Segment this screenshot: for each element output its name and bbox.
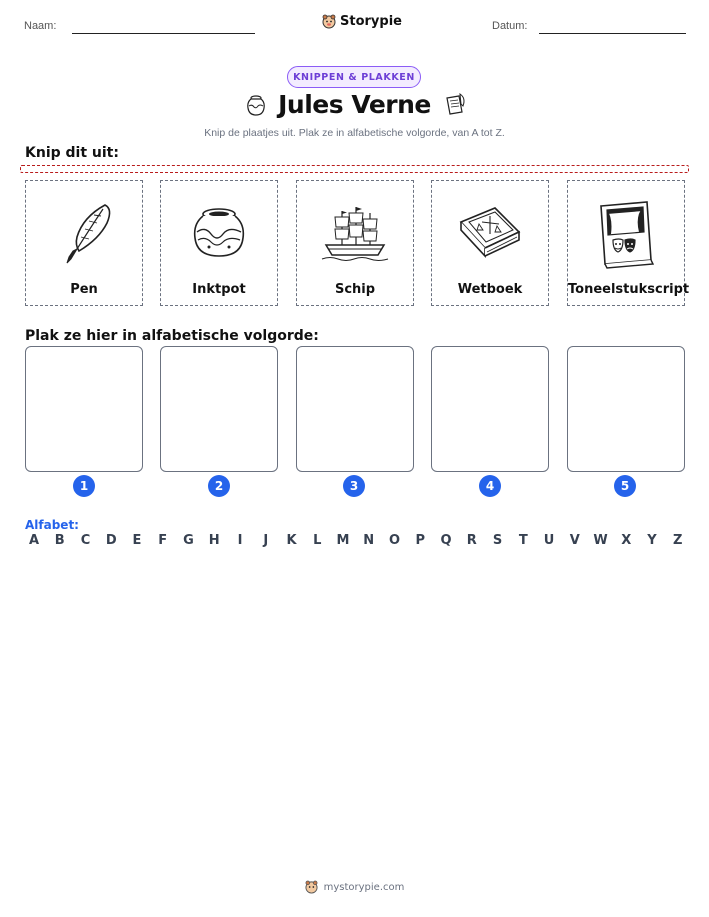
alphabet-letter: O: [388, 533, 401, 548]
paste-heading: Plak ze hier in alfabetische volgorde:: [25, 328, 319, 344]
card-label: Inktpot: [192, 282, 246, 297]
alphabet-letter: K: [286, 533, 297, 548]
slot-number-5: 5: [614, 475, 636, 497]
date-line[interactable]: [539, 33, 686, 34]
alphabet-letter: R: [466, 533, 477, 548]
alphabet-letter: Z: [673, 533, 683, 548]
alphabet-letter: M: [336, 533, 350, 548]
theater-script-icon: [595, 198, 657, 270]
slot-number-2: 2: [208, 475, 230, 497]
alphabet-letter: A: [28, 533, 40, 548]
instructions: Knip de plaatjes uit. Plak ze in alfabetische volgorde, van A tot Z.: [204, 127, 505, 139]
alphabet-letter: P: [415, 533, 426, 548]
law-book-icon: [455, 202, 525, 266]
card-label: Toneelstukscript: [568, 282, 690, 297]
alphabet-letter: D: [105, 533, 117, 548]
alphabet-letter: U: [543, 533, 555, 548]
alphabet-letter: C: [80, 533, 91, 548]
card-inktpot[interactable]: [160, 180, 278, 306]
card-label: Pen: [70, 282, 98, 297]
slot-number-4: 4: [479, 475, 501, 497]
brand-name: Storypie: [340, 14, 402, 29]
storypie-mascot-icon: [322, 14, 336, 29]
alphabet-letter: F: [158, 533, 168, 548]
alphabet-label: Alfabet:: [25, 518, 79, 532]
page-title: Jules Verne: [278, 90, 431, 119]
storypie-mascot-icon: [305, 880, 318, 894]
inkpot-icon: [187, 202, 251, 266]
alphabet-letter: S: [492, 533, 503, 548]
footer: [0, 880, 709, 894]
card-label: Wetboek: [457, 282, 523, 297]
card-toneelstukscript[interactable]: [567, 180, 690, 306]
alphabet-letter: B: [54, 533, 65, 548]
slot-number-1: 1: [73, 475, 95, 497]
paste-slot-4[interactable]: [431, 346, 549, 472]
activity-badge: KNIPPEN & PLAKKEN: [287, 66, 421, 88]
footer-site[interactable]: mystorypie.com: [323, 881, 405, 893]
name-label: Naam:: [24, 20, 57, 32]
card-label: Schip: [334, 282, 376, 297]
name-line[interactable]: [72, 33, 255, 34]
cut-line: [20, 165, 689, 173]
alphabet-letter: G: [183, 533, 194, 548]
alphabet-letter: V: [569, 533, 580, 548]
alphabet-letter: Y: [647, 533, 657, 548]
alphabet-letter: T: [518, 533, 528, 548]
alphabet-letter: N: [363, 533, 375, 548]
alphabet-row: [26, 533, 686, 551]
alphabet-letter: L: [313, 533, 322, 548]
quill-pen-icon: [49, 199, 119, 269]
alphabet-letter: Q: [440, 533, 452, 548]
alphabet-letter: J: [263, 533, 269, 548]
card-pen[interactable]: [25, 180, 143, 306]
paste-slot-1[interactable]: [25, 346, 143, 472]
cut-heading: Knip dit uit:: [25, 145, 119, 161]
alphabet-letter: H: [208, 533, 220, 548]
paste-slot-2[interactable]: [160, 346, 278, 472]
paste-slot-5[interactable]: [567, 346, 685, 472]
alphabet-letter: X: [621, 533, 632, 548]
ship-icon: [320, 199, 390, 269]
alphabet-letter: E: [132, 533, 142, 548]
scroll-quill-icon: [442, 92, 468, 118]
alphabet-letter: I: [237, 533, 243, 548]
alphabet-letter: W: [593, 533, 608, 548]
card-schip[interactable]: [296, 180, 414, 306]
paste-slot-3[interactable]: [296, 346, 414, 472]
date-label: Datum:: [492, 20, 528, 32]
slot-number-3: 3: [343, 475, 365, 497]
card-wetboek[interactable]: [431, 180, 549, 306]
brand-logo: [322, 14, 402, 29]
